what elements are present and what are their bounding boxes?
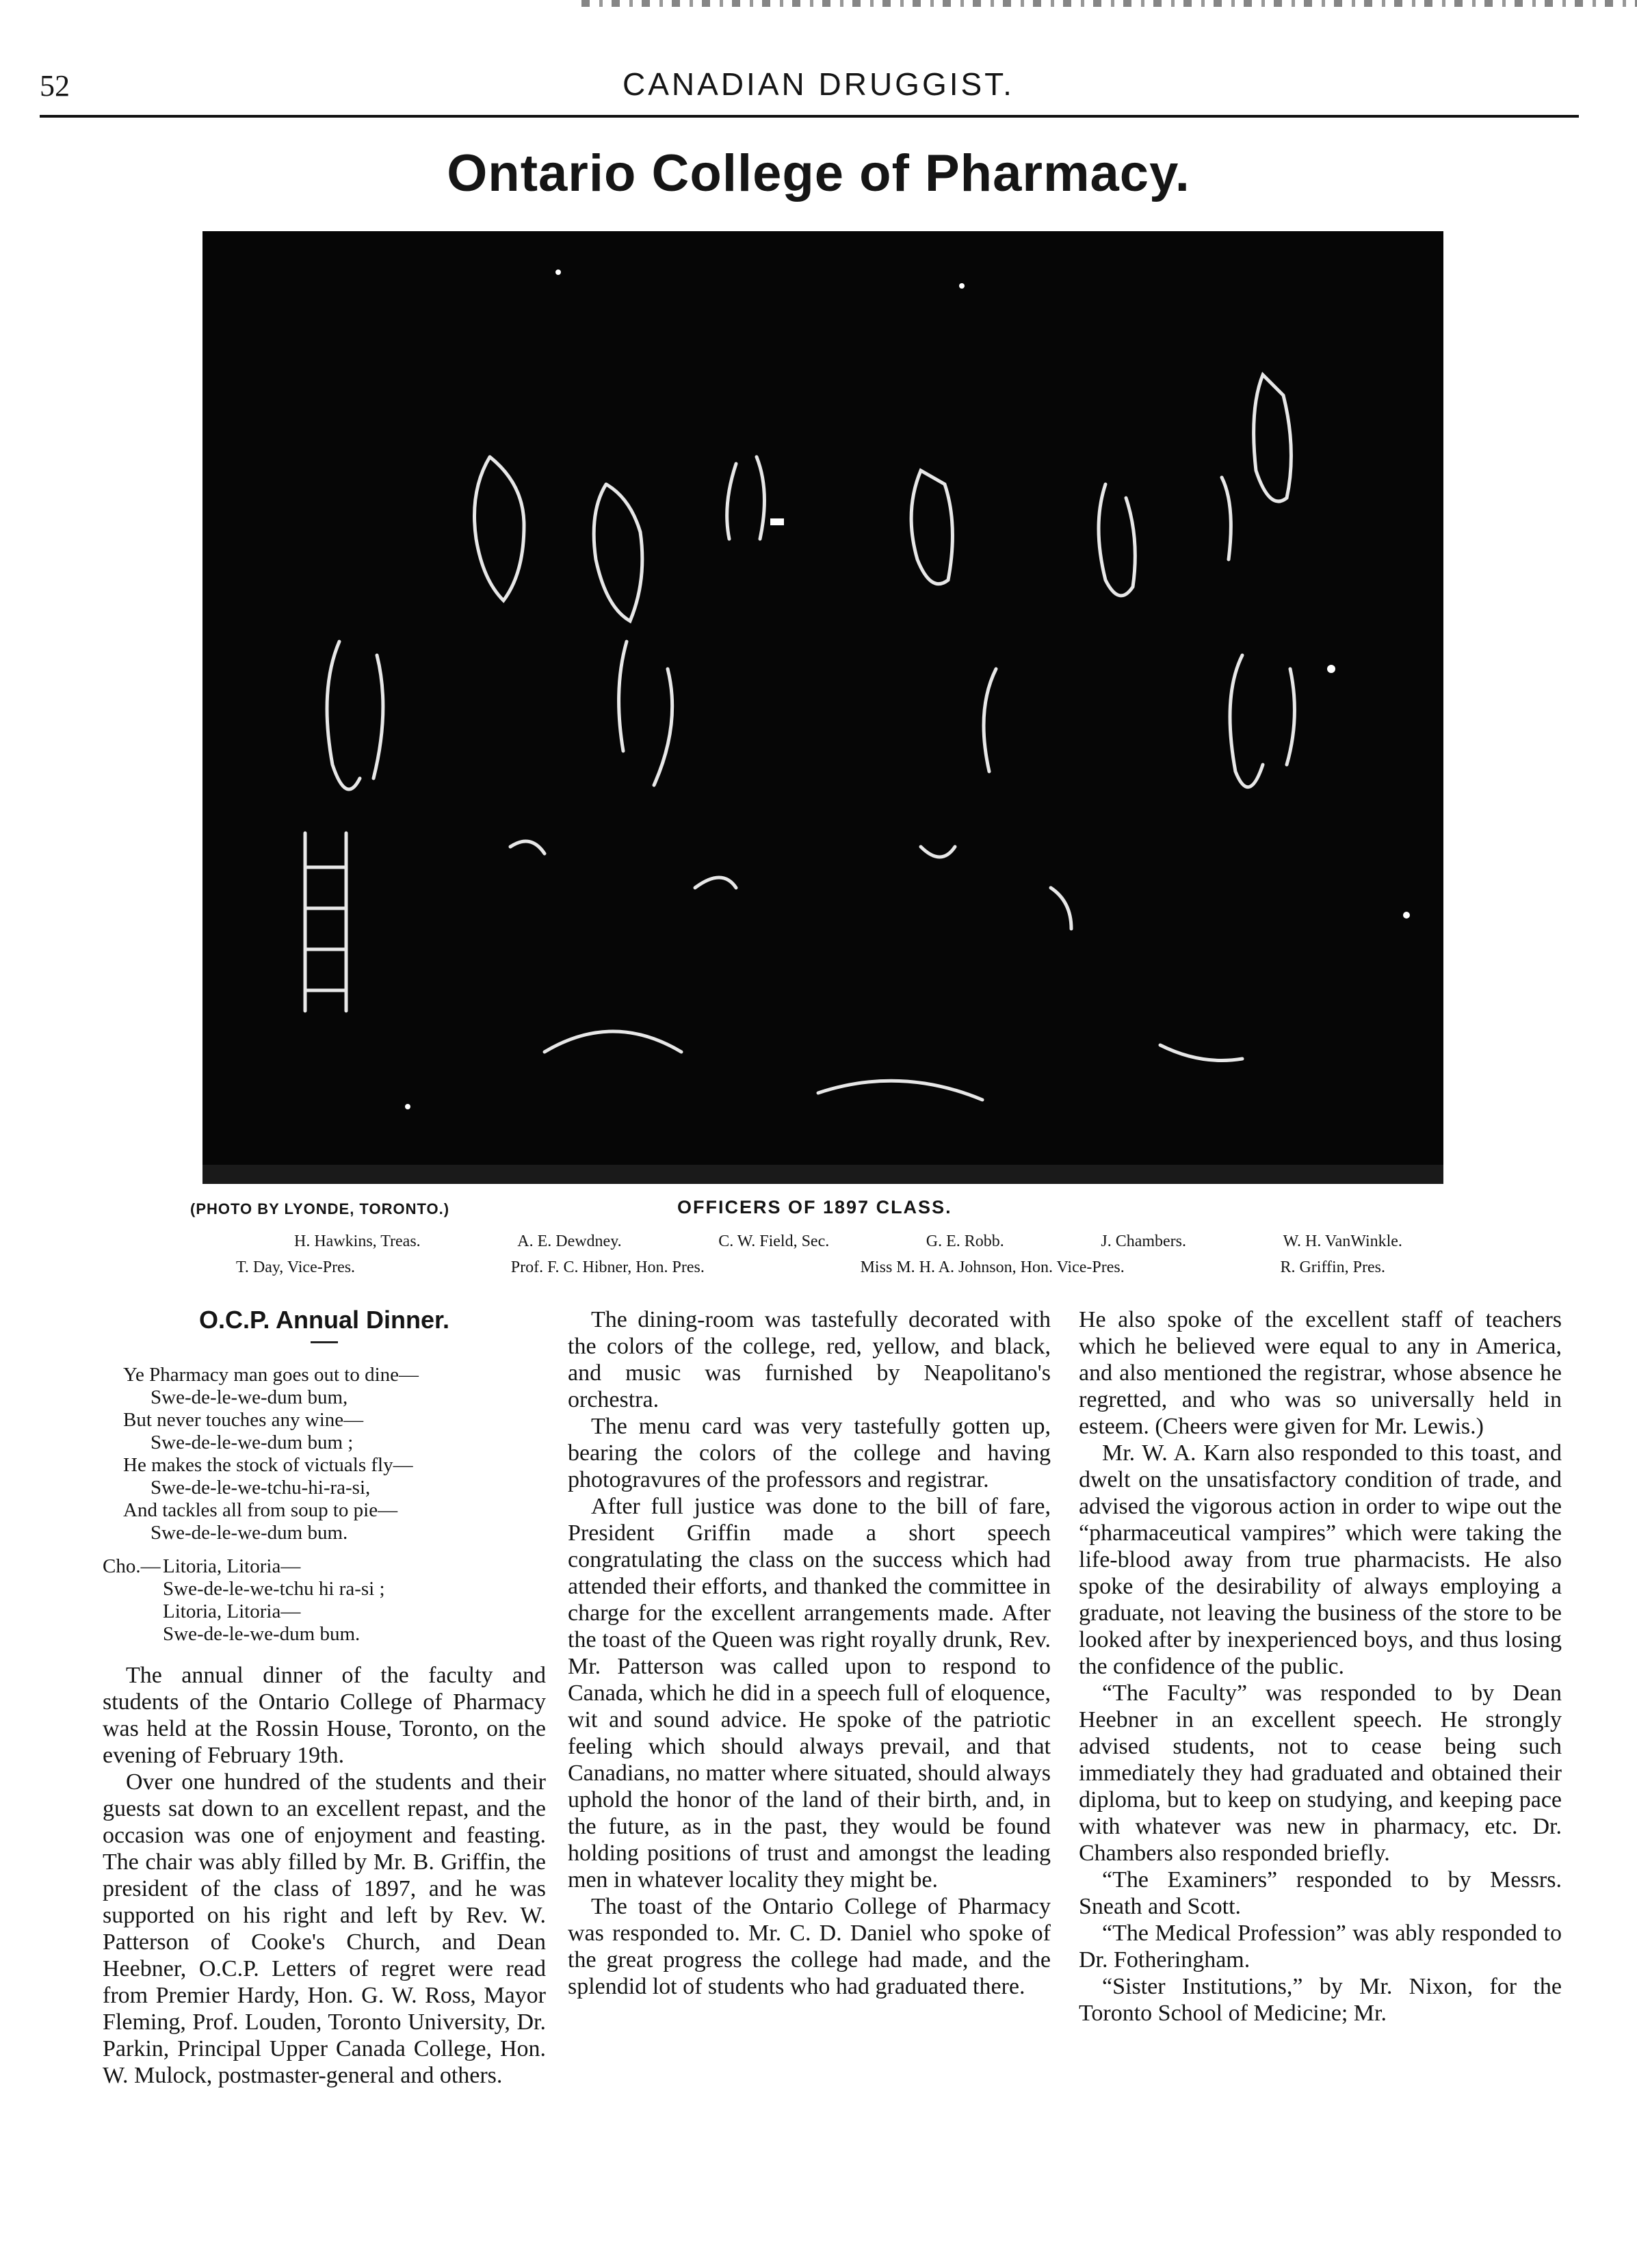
poem-line: Swe-de-le-we-tchu-hi-ra-si, xyxy=(150,1477,371,1499)
running-head: CANADIAN DRUGGIST. xyxy=(623,66,1014,102)
article-paragraph: The menu card was very tastefully gotten up, bearing the colors of the college and having photogravures of the professors and registrar. xyxy=(568,1414,1051,1492)
article-column-1 xyxy=(103,1306,546,2089)
article-paragraph: Over one hundred of the students and their guests sat down to an excellent repast, and the occasion was one of enjoyment and feasting. The chair was ably filled by Mr. B. Griffin, the president of the class of 1897, and he was supported on his right and left by Rev. W. Patterson of Cooke's Church, and Dean Heebner, O.C.P. Letters of regret were read from Premier Hardy, Hon. G. W. Ross, Mayor Fleming, Prof. Louden, Toronto University, Dr. Parkin, Principal Upper Canada College, Hon. W. Mulock, postmaster-general and others. xyxy=(103,1769,546,2088)
chorus-line: Swe-de-le-we-tchu hi ra-si ; xyxy=(163,1578,385,1600)
poem-line: Swe-de-le-we-dum bum, xyxy=(150,1386,348,1408)
article-column-3 xyxy=(1079,1306,1562,2027)
poem-line: And tackles all from soup to pie— xyxy=(123,1499,398,1521)
caption-name: A. E. Dewdney. xyxy=(517,1232,622,1250)
caption-name: H. Hawkins, Treas. xyxy=(294,1232,421,1250)
caption-name: Miss M. H. A. Johnson, Hon. Vice-Pres. xyxy=(860,1258,1125,1276)
chorus-line: Swe-de-le-we-dum bum. xyxy=(163,1623,361,1645)
poem-line: Swe-de-le-we-dum bum ; xyxy=(150,1432,354,1453)
photograph-image xyxy=(202,231,1443,1184)
article-paragraph: The toast of the Ontario College of Pharmacy was responded to. Mr. C. D. Daniel who spoke of the great progress the college had made, and the splendid lot of students who had graduated there. xyxy=(568,1894,1051,1999)
section-dash xyxy=(311,1341,338,1343)
article-column-2 xyxy=(568,1306,1051,2000)
group-photograph xyxy=(202,231,1443,1184)
poem-line: But never touches any wine— xyxy=(123,1409,364,1431)
poem-chorus xyxy=(103,1555,546,1646)
caption-name: W. H. VanWinkle. xyxy=(1283,1232,1402,1250)
header-rule xyxy=(40,115,1579,118)
article-paragraph-continued: He also spoke of the excellent staff of teachers which he believed were equal to any in America, and also mentioned the registrar, whose absence he regretted, and who was so universally held in esteem. (Cheers were given for Mr. Lewis.) xyxy=(1079,1307,1562,1439)
poem-line: Swe-de-le-we-dum bum. xyxy=(150,1522,348,1544)
photo-caption-heading: OFFICERS OF 1897 CLASS. xyxy=(677,1197,952,1217)
chorus-text: Litoria, Litoria— xyxy=(163,1555,301,1577)
caption-name: R. Griffin, Pres. xyxy=(1280,1258,1385,1276)
article-paragraph: “Sister Institutions,” by Mr. Nixon, for the Toronto School of Medicine; Mr. xyxy=(1079,1974,1562,2026)
caption-name: J. Chambers. xyxy=(1101,1232,1187,1250)
photo-credit: (PHOTO BY LYONDE, TORONTO.) xyxy=(190,1200,450,1217)
article-paragraph: “The Faculty” was responded to by Dean Heebner in an excellent speech. He strongly advised students, not to cease being such immediately they had graduated and obtained their diploma, but to keep on studying, and keeping pace with whatever was new in pharmacy, etc. Dr. Chambers also responded briefly. xyxy=(1079,1680,1562,1866)
article-paragraph: After full justice was done to the bill of fare, President Griffin made a short speech congratulating the class on the success which had attended their efforts, and thanked the committee in charge for the excellent arrangements made. After the toast of the Queen was right royally drunk, Rev. Mr. Patterson was called upon to respond to Canada, which he did in a speech full of eloquence, wit and sound advice. He spoke of the patriotic feeling which should always prevail, and that Canadians, no matter where situated, should always uphold the honor of the land of their birth, and, in the future, as in the past, they would be found holding positions of trust and amongst the leading men in whatever locality they might be. xyxy=(568,1494,1051,1893)
article-paragraph: Mr. W. A. Karn also responded to this toast, and dwelt on the unsatisfactory condition of trade, and advised the vigorous action in order to wipe out the “pharmaceutical vampires” which were taking the life-blood away from true pharmacists. He also spoke of the desirability of always employing a graduate, not leaving the business of the store to be looked after by inexperienced boys, and thus losing the confidence of the public. xyxy=(1079,1440,1562,1679)
caption-name: T. Day, Vice-Pres. xyxy=(236,1258,356,1276)
article-paragraph: The annual dinner of the faculty and students of the Ontario College of Pharmacy was held at the Rossin House, Toronto, on the evening of February 19th. xyxy=(103,1663,546,1768)
caption-name: C. W. Field, Sec. xyxy=(718,1232,830,1250)
poem xyxy=(103,1364,546,1544)
article-paragraph: “The Examiners” responded to by Messrs. Sneath and Scott. xyxy=(1079,1867,1562,1919)
poem-line: Ye Pharmacy man goes out to dine— xyxy=(123,1364,419,1386)
caption-name: G. E. Robb. xyxy=(926,1232,1004,1250)
chorus-label: Cho.— xyxy=(103,1555,161,1577)
article-paragraph: The dining-room was tastefully decorated with the colors of the college, red, yellow, and black, and music was furnished by Neapolitano's orchestra. xyxy=(568,1307,1051,1412)
chorus-line: Litoria, Litoria— xyxy=(163,1600,301,1622)
caption-row-front xyxy=(236,1258,1385,1277)
article-title: Ontario College of Pharmacy. xyxy=(447,144,1190,202)
article-paragraph: “The Medical Profession” was ably responded to Dr. Fotheringham. xyxy=(1079,1921,1562,1973)
caption-name: Prof. F. C. Hibner, Hon. Pres. xyxy=(510,1258,705,1276)
poem-line: He makes the stock of victuals fly— xyxy=(123,1454,413,1476)
top-edge-smudge xyxy=(581,0,1637,7)
article-subheading: O.C.P. Annual Dinner. xyxy=(198,1306,450,1334)
chorus-line xyxy=(103,1555,546,1578)
page-number: 52 xyxy=(40,69,70,103)
caption-row-back xyxy=(294,1232,1402,1251)
